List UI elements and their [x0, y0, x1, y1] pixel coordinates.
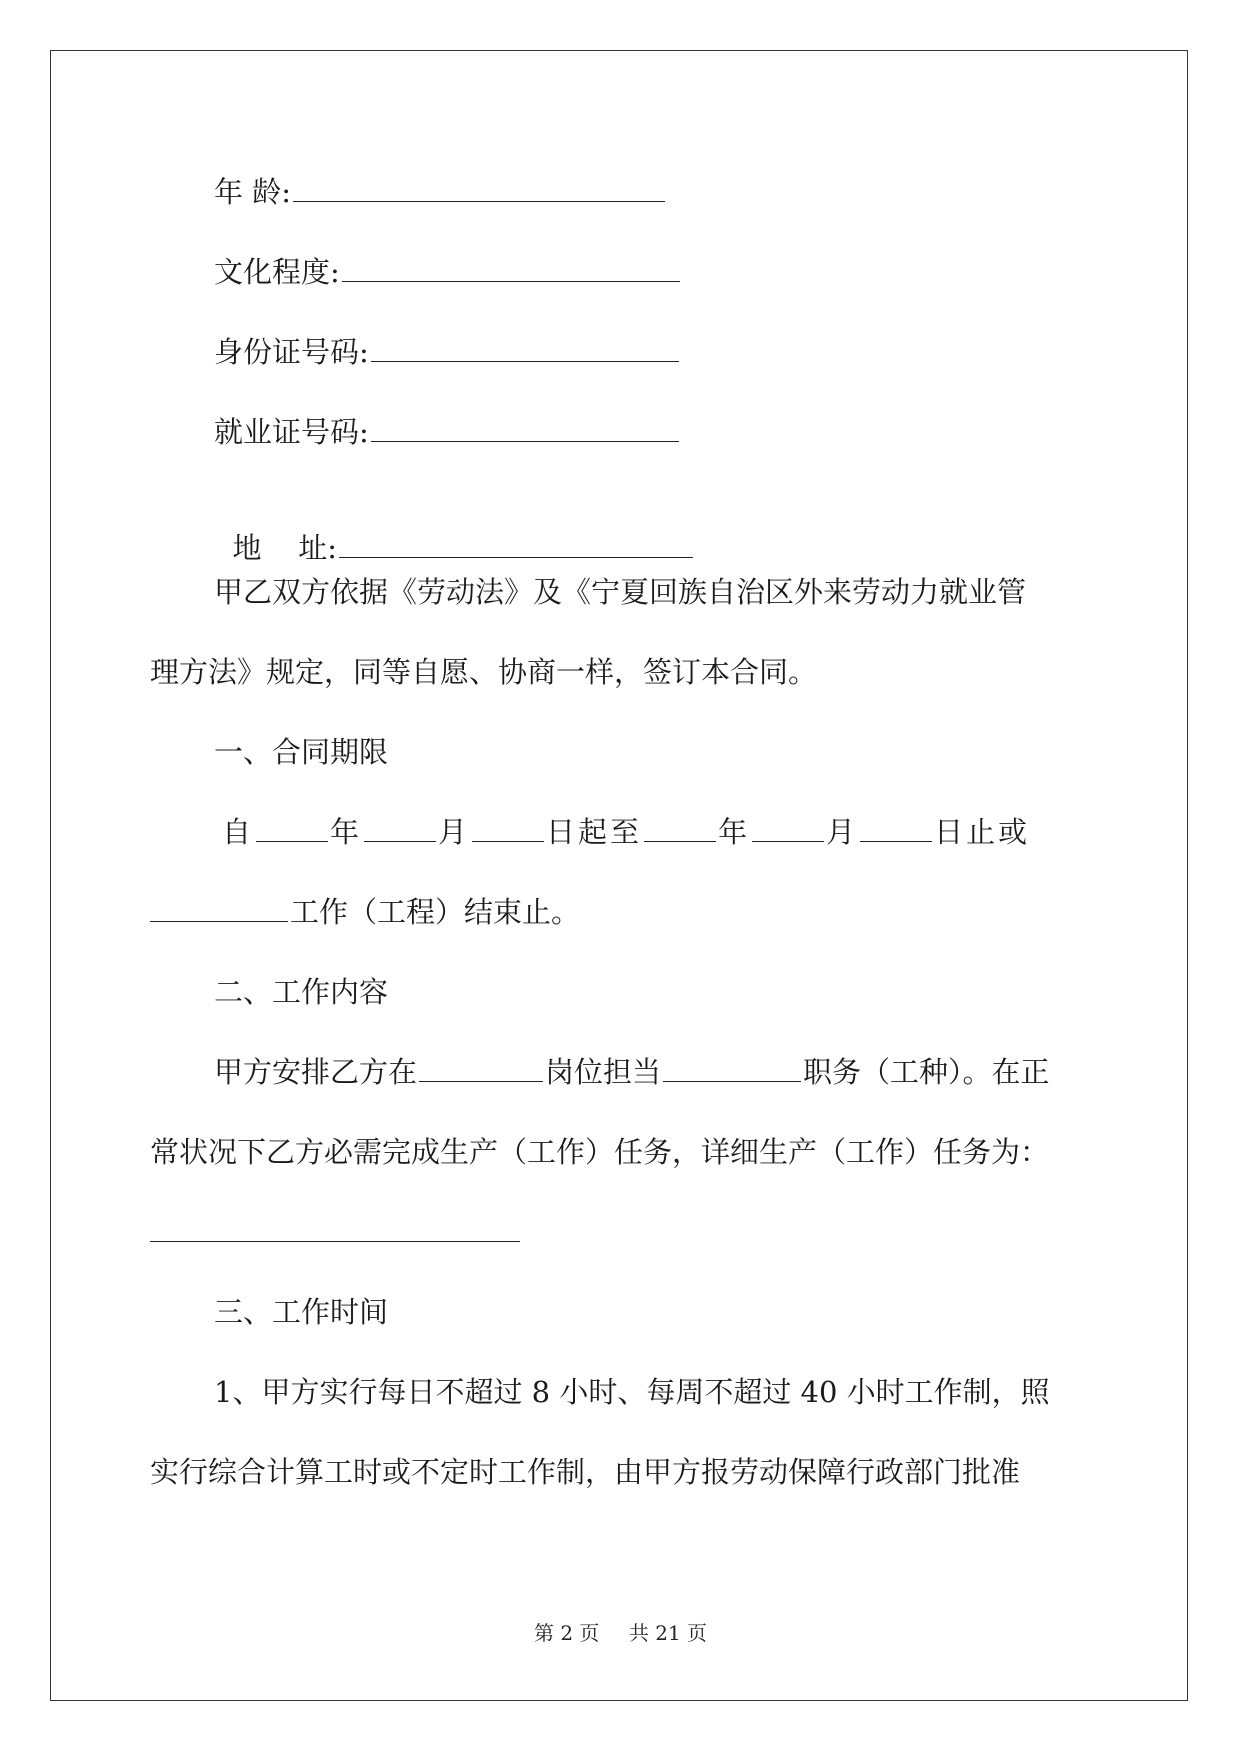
work-content-blank [0, 1214, 1241, 1250]
page-footer [0, 1617, 1241, 1646]
blank-education [342, 259, 680, 282]
section3-heading: 三、工作时间 [214, 1295, 389, 1329]
work-time-line-1: 1、甲方实行每日不超过 8 小时、每周不超过 40 小时工作制，照 [214, 1375, 1050, 1409]
contract-term-ending: 工作（工程）结束止。 [0, 894, 1241, 930]
work-content-line-2: 常状况下乙方必需完成生产（工作）任务，详细生产（工作）任务为： [150, 1135, 1050, 1169]
field-address: 地 址: [0, 494, 1241, 566]
blank-age [293, 179, 665, 202]
intro-line-2: 理方法》规定，同等自愿、协商一样，签订本合同。 [150, 655, 818, 689]
page-total: 共 21 页 [628, 1621, 708, 1645]
contract-term-line: 自 年 月 日起至 年 月 日止或 [222, 815, 1031, 849]
section1-heading: 一、合同期限 [214, 735, 389, 769]
field-employment-cert: 就业证号码: [0, 414, 1241, 450]
field-id-number: 身份证号码: [0, 334, 1241, 370]
work-time-line-2: 实行综合计算工时或不定时工作制，由甲方报劳动保障行政部门批准 [150, 1455, 1021, 1489]
field-age: 年 龄: [0, 174, 1241, 210]
blank-employment-cert [371, 419, 679, 442]
page-number: 第 2 页 [533, 1621, 600, 1645]
intro-line-1: 甲乙双方依据《劳动法》及《宁夏回族自治区外来劳动力就业管 [214, 575, 1027, 609]
blank-id-number [371, 339, 679, 362]
field-education: 文化程度: [0, 254, 1241, 290]
section2-heading: 二、工作内容 [214, 975, 389, 1009]
work-content-line-1: 甲方安排乙方在 岗位担当 职务（工种）。在正 [214, 1055, 1050, 1089]
blank-address [339, 535, 693, 558]
